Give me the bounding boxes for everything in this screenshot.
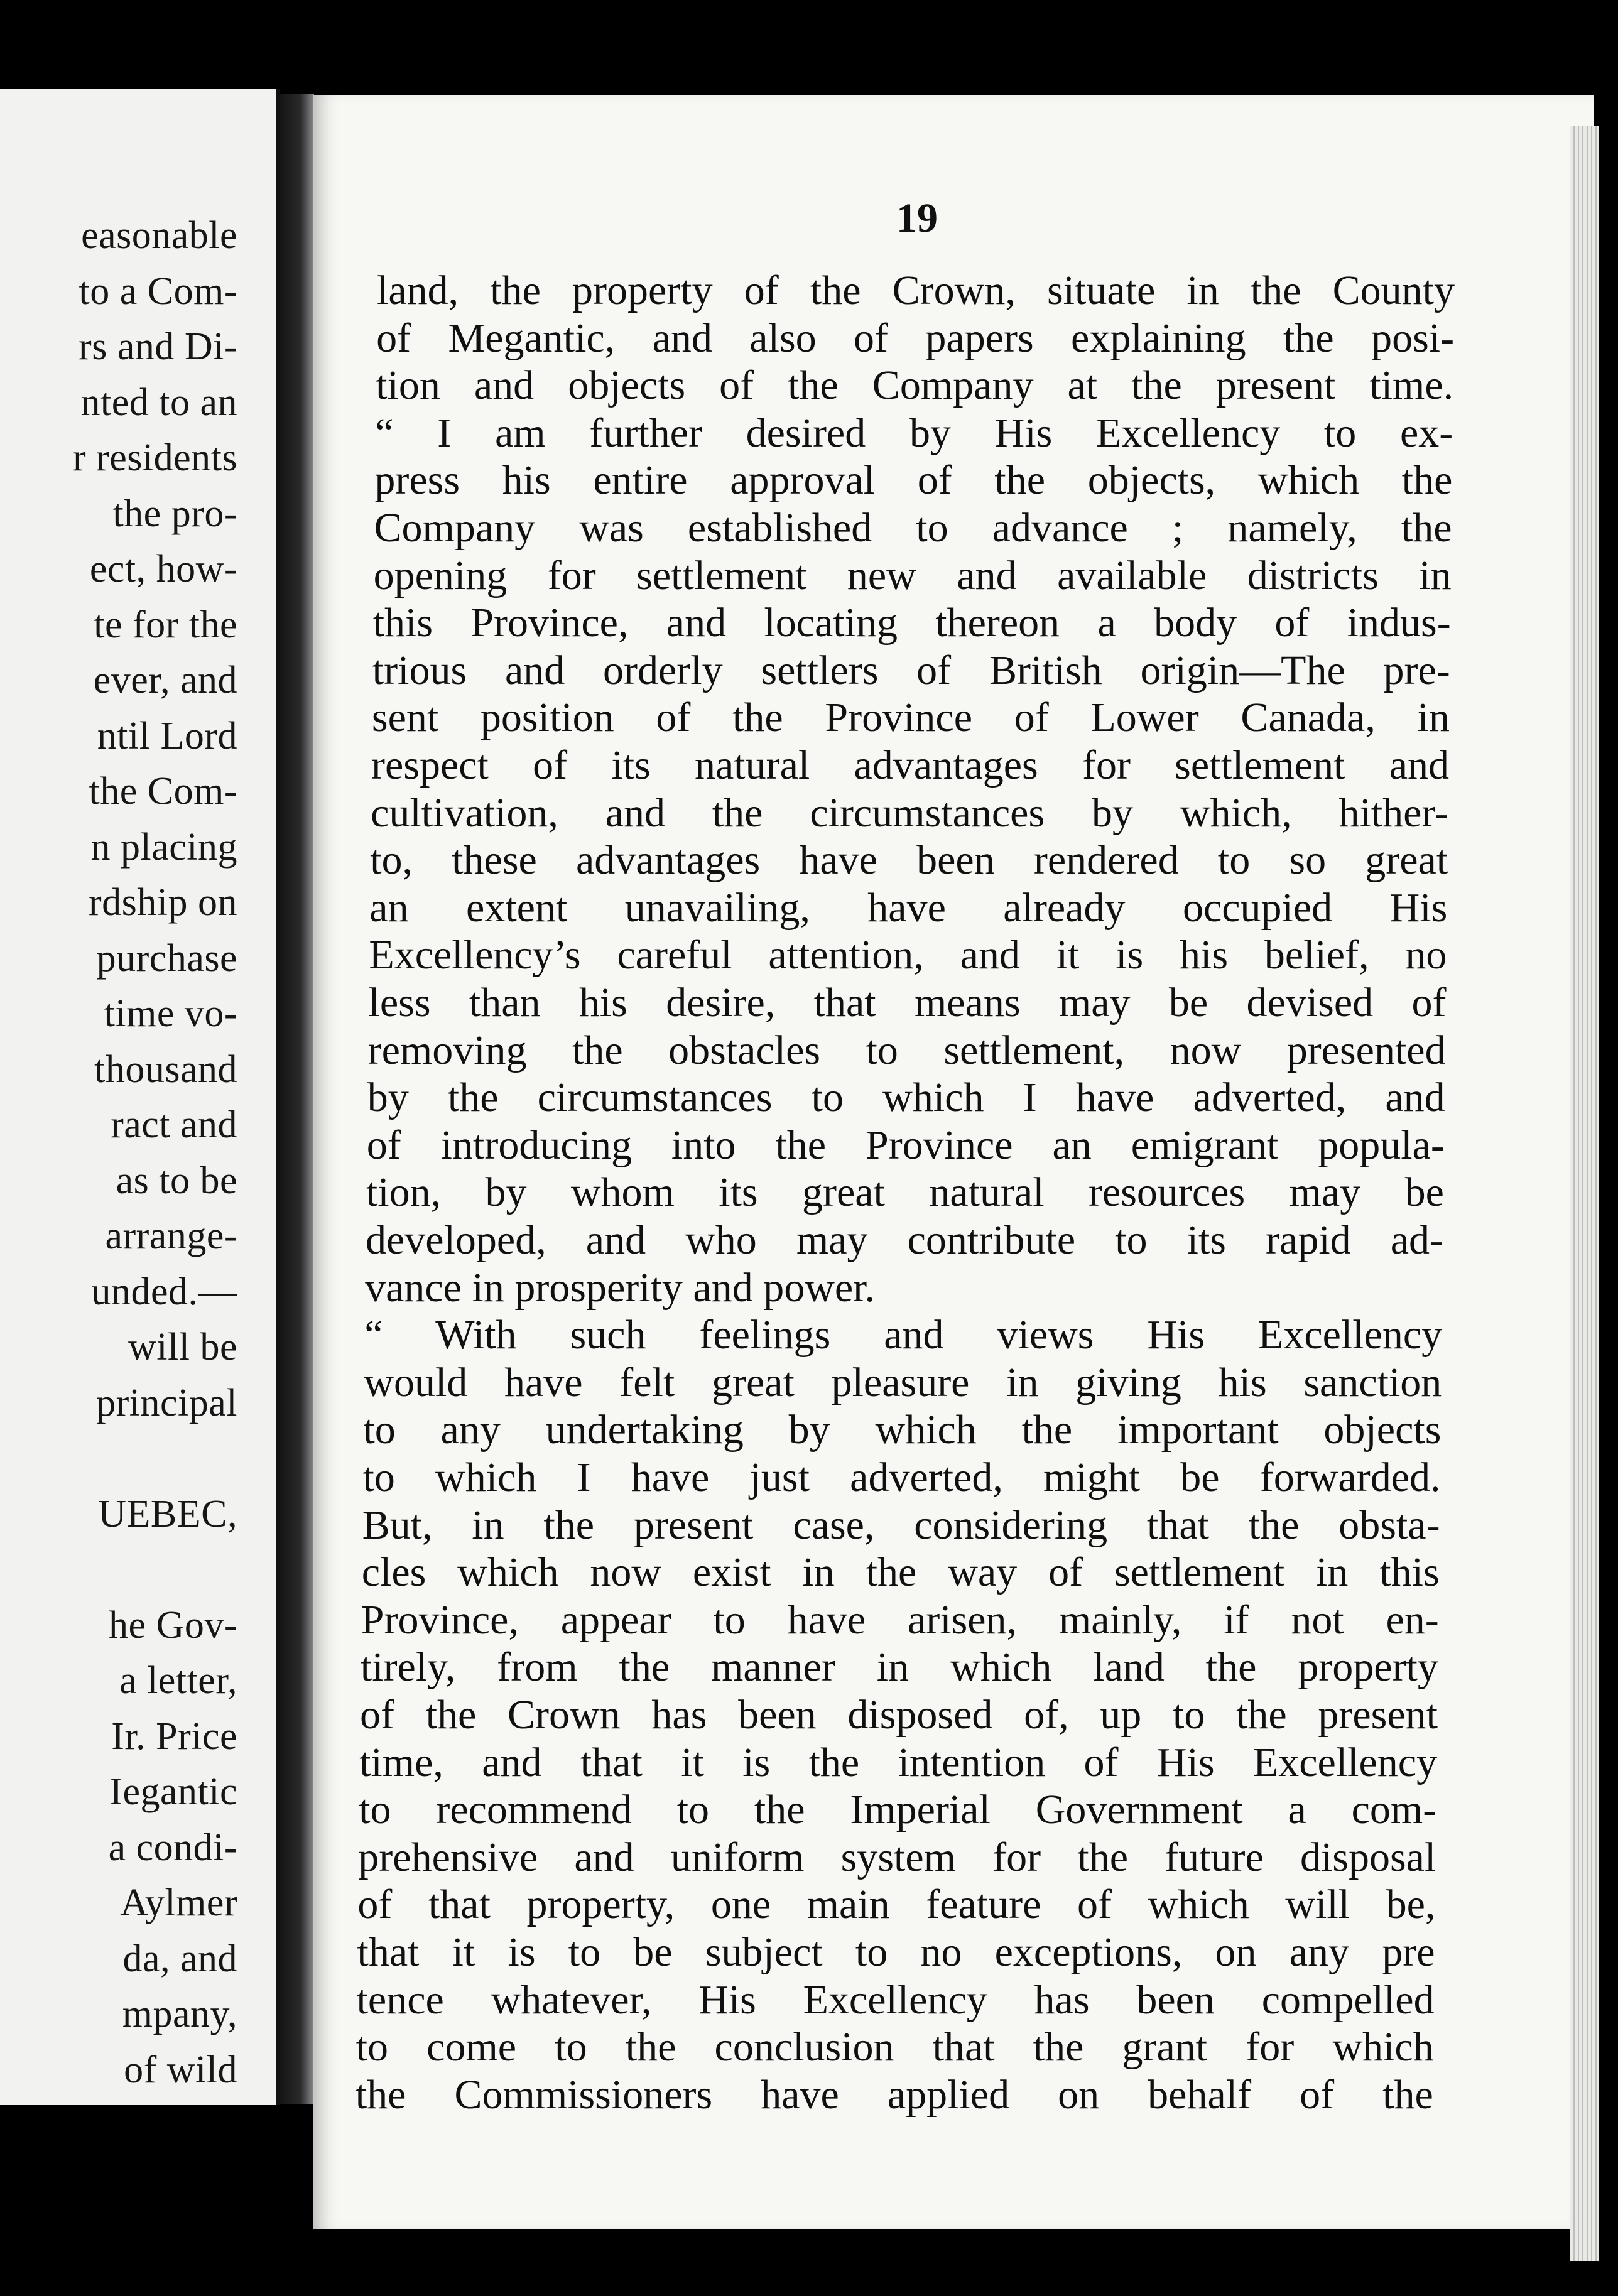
left-page-line: he Gov- [109, 1603, 237, 1647]
body-text-line: Excellency’s careful attention, and it is his belief, no [369, 932, 1447, 978]
left-page-line: unded.— [91, 1270, 237, 1313]
left-page-line: ever, and [93, 659, 237, 701]
left-page-line: UEBEC, [98, 1492, 237, 1535]
left-page-line: purchase [96, 936, 237, 980]
left-page-line: mpany, [122, 1993, 237, 2035]
left-page-line: will be [128, 1326, 237, 1368]
left-page [0, 89, 280, 2105]
body-text-line: of that property, one main feature of which will be, [357, 1882, 1436, 1928]
left-page-line: the Com- [89, 770, 237, 813]
body-text-line: removing the obstacles to settlement, now presented [367, 1027, 1446, 1073]
body-text-line: “ With such feelings and views His Excellency [364, 1312, 1443, 1358]
body-text-line: Province, appear to have arisen, mainly, if not en- [361, 1596, 1439, 1643]
body-text-line: to any undertaking by which the important objects [363, 1407, 1442, 1453]
body-text-line: vance in prosperity and power. [365, 1264, 876, 1311]
left-page-line: easonable [81, 214, 237, 257]
left-page-line: da, and [122, 1937, 237, 1980]
body-text-line: the Commissioners have applied on behalf of the [355, 2071, 1433, 2118]
body-text-line: an extent unavailing, have already occupied His [369, 884, 1448, 931]
body-text-line: to recommend to the Imperial Government a com- [359, 1787, 1437, 1833]
left-page-line: rdship on [89, 881, 237, 924]
body-text-line: cultivation, and the circumstances by which, hither- [371, 789, 1449, 836]
left-page-line: a letter, [119, 1659, 237, 1702]
body-text-line: this Province, and locating thereon a body of indus- [372, 600, 1451, 646]
body-text-line: land, the property of the Crown, situate in the County [377, 268, 1455, 313]
body-text-line: Company was established to advance ; namely, the [374, 505, 1452, 551]
body-text-line: tion and objects of the Company at the present time. [376, 362, 1454, 409]
body-text-line: by the circumstances to which I have adverted, and [367, 1075, 1445, 1121]
left-page-line: to a Com- [79, 269, 237, 313]
body-text-line: of introducing into the Province an emigrant popula- [366, 1122, 1445, 1168]
left-page-line: principal [96, 1381, 237, 1424]
left-page-line: r residents [72, 436, 237, 479]
body-text-line: “ I am further desired by His Excellency to ex- [375, 409, 1453, 456]
left-page-line: Ir. Price [111, 1714, 237, 1758]
body-text-line: to, these advantages have been rendered to so great [370, 837, 1448, 884]
page-edges [1570, 126, 1599, 2261]
body-text-line: tence whatever, His Excellency has been compelled [356, 1976, 1435, 2023]
body-text-line: developed, and who may contribute to its rapid ad- [366, 1217, 1443, 1263]
body-text-line: trious and orderly settlers of British origin—The pre- [372, 647, 1450, 693]
body-text-line: of Megantic, and also of papers explaining the posi- [376, 315, 1455, 361]
body-text-line: to come to the conclusion that the grant for which [356, 2024, 1434, 2071]
body-text-line: cles which now exist in the way of settlement in this [361, 1549, 1440, 1596]
body-text-line: opening for settlement new and available districts in [373, 552, 1452, 598]
body-text-line: tion, by whom its great natural resources may be [366, 1169, 1444, 1216]
body-text-line: sent position of the Province of Lower Canada, in [371, 695, 1450, 741]
left-page-line: of wild [124, 2048, 237, 2091]
body-text-line: of the Crown has been disposed of, up to the present [360, 1692, 1438, 1738]
left-page-line: Aylmer [120, 1882, 237, 1924]
book-gutter [280, 94, 314, 2104]
left-page-line: ract and [111, 1103, 237, 1146]
body-text-line: prehensive and uniform system for the future disposal [358, 1834, 1436, 1880]
left-page-line: te for the [94, 603, 237, 646]
body-text-line: less than his desire, that means may be devised of [368, 980, 1447, 1026]
left-page-line: time vo- [104, 992, 237, 1035]
body-text-line: time, and that it is the intention of His Excellency [359, 1739, 1438, 1785]
left-page-line: as to be [116, 1159, 237, 1202]
body-text-line: press his entire approval of the objects, which the [374, 457, 1453, 504]
left-page-line: ect, how- [89, 548, 237, 590]
left-page-line: ntil Lord [97, 714, 237, 757]
body-text-line: But, in the present case, considering that the obsta- [362, 1502, 1440, 1548]
left-page-line: Iegantic [109, 1770, 237, 1813]
left-page-line: a condi- [108, 1826, 237, 1869]
left-page-line: rs and Di- [79, 325, 237, 368]
left-page-line: arrange- [105, 1215, 237, 1257]
body-text-line: that it is to be subject to no exceptions, on any pre [357, 1929, 1435, 1975]
left-page-line: the pro- [112, 492, 237, 535]
left-page-line: thousand [94, 1048, 237, 1091]
left-page-line: n placing [90, 825, 237, 869]
page-number: 19 [896, 195, 938, 241]
body-text-line: tirely, from the manner in which land the property [360, 1644, 1438, 1691]
body-text-line: to which I have just adverted, might be forwarded. [362, 1454, 1441, 1500]
body-text-line: respect of its natural advantages for settlement and [371, 742, 1449, 788]
left-page-line: nted to an [80, 381, 237, 424]
body-text-line: would have felt great pleasure in giving his sanction [364, 1359, 1442, 1405]
